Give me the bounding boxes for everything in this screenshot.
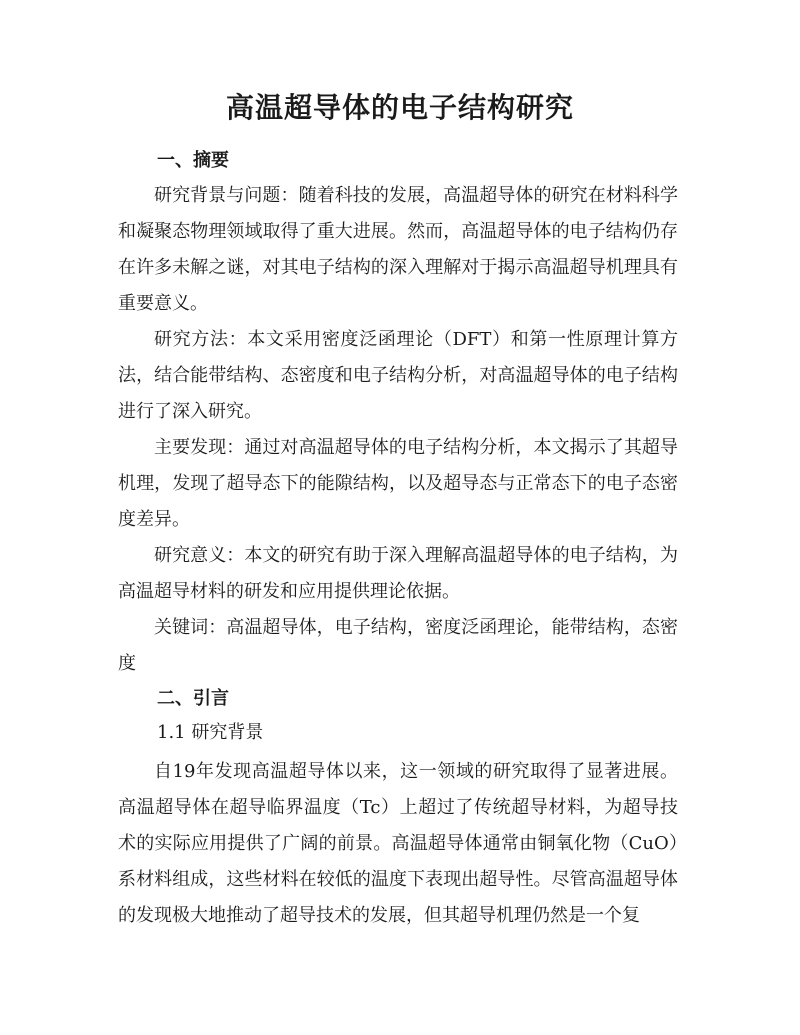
introduction-heading: 二、引言 — [157, 688, 229, 709]
abstract-keywords-paragraph: 关键词：高温超导体，电子结构，密度泛函理论，能带结构，态密度 — [118, 617, 678, 674]
research-background-subheading: 1.1 研究背景 — [157, 722, 264, 743]
introduction-paragraph: 自19年发现高温超导体以来，这一领域的研究取得了显著进展。高温超导体在超导临界温度（Tc）上超过了传统超导材料，为超导技术的实际应用提供了广阔的前景。高温超导体通常由铜氧化物（CuO）系材料组成，这些材料在较低的温度下表现出超导性。尽管高温超导体的发现极大地推动了超导技术的发展，但其超导机理仍然是一个复 — [118, 761, 678, 926]
abstract-background-paragraph: 研究背景与问题：随着科技的发展，高温超导体的研究在材料科学和凝聚态物理领域取得了重大进展。然而，高温超导体的电子结构仍存在许多未解之谜，对其电子结构的深入理解对于揭示高温超导机理具有重要意义。 — [118, 185, 678, 314]
document-title: 高温超导体的电子结构研究 — [225, 91, 574, 124]
abstract-heading: 一、摘要 — [157, 150, 229, 171]
abstract-significance-paragraph: 研究意义：本文的研究有助于深入理解高温超导体的电子结构，为高温超导材料的研发和应用提供理论依据。 — [118, 545, 678, 602]
abstract-method-paragraph: 研究方法：本文采用密度泛函理论（DFT）和第一性原理计算方法，结合能带结构、态密度和电子结构分析，对高温超导体的电子结构进行了深入研究。 — [118, 329, 678, 422]
abstract-findings-paragraph: 主要发现：通过对高温超导体的电子结构分析，本文揭示了其超导机理，发现了超导态下的能隙结构，以及超导态与正常态下的电子态密度差异。 — [118, 437, 678, 530]
